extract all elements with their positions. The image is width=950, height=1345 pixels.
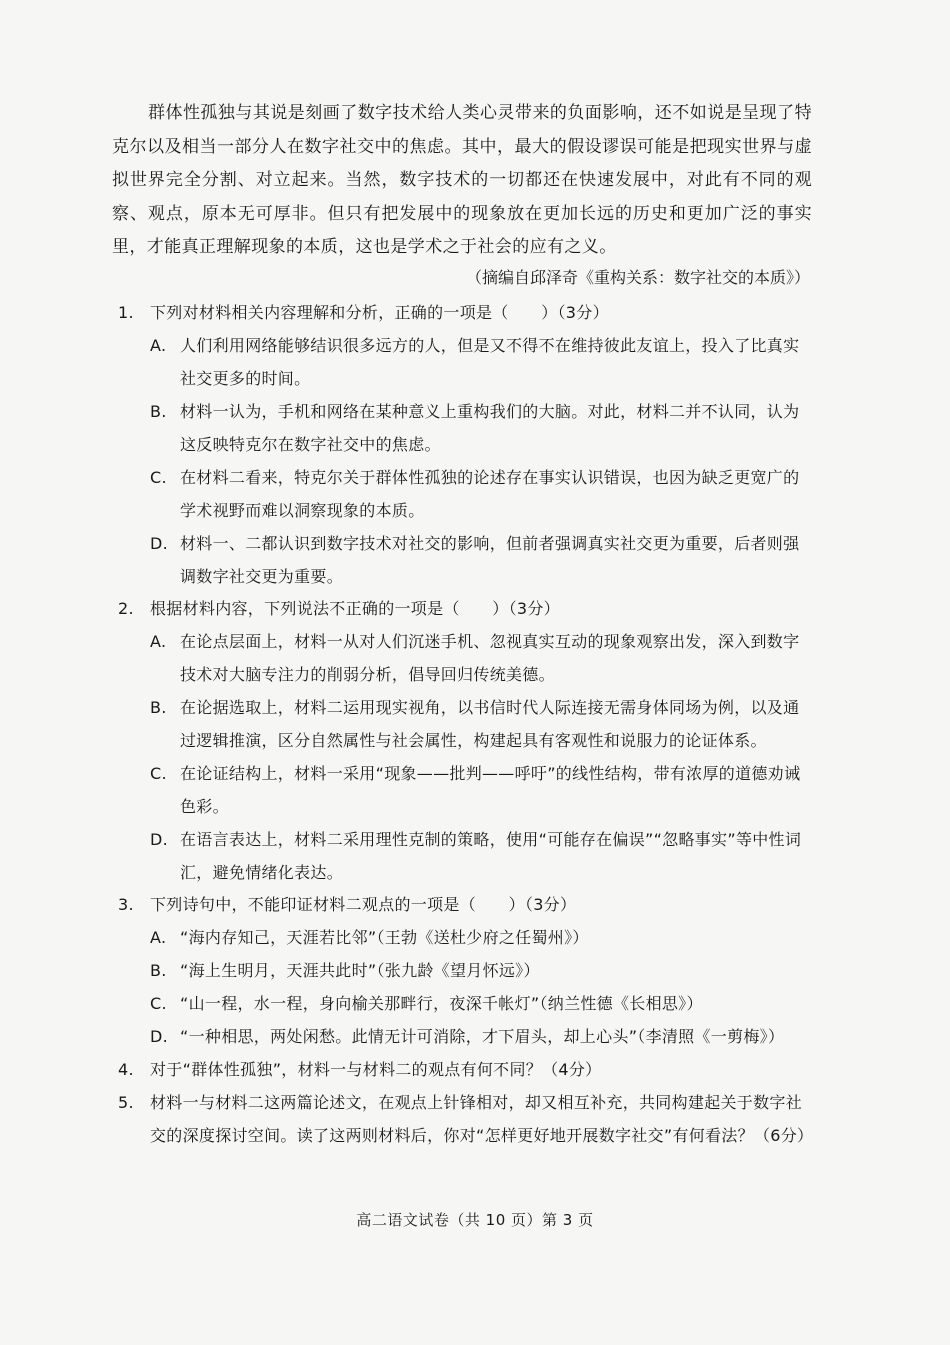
question-number: 3.: [118, 895, 134, 914]
question-stem: 下列诗句中，不能印证材料二观点的一项是（ ）（3分）: [150, 895, 577, 914]
question-2-option-a: [150, 625, 810, 691]
question-2-option-c: [150, 757, 810, 823]
option-text: 在材料二看来，特克尔关于群体性孤独的论述存在事实认识错误，也因为缺乏更宽广的学术视野而难以洞察现象的本质。: [180, 468, 800, 520]
question-number: 4.: [118, 1060, 134, 1079]
option-letter: C.: [150, 994, 167, 1013]
question-stem: 根据材料内容，下列说法不正确的一项是（ ）（3分）: [150, 599, 560, 618]
question-2-option-b: [150, 691, 810, 757]
option-text: 在论据选取上，材料二运用现实视角，以书信时代人际连接无需身体同场为例，以及通过逻辑推演，区分自然属性与社会属性，构建起具有客观性和说服力的论证体系。: [180, 698, 800, 750]
option-text: 材料一认为，手机和网络在某种意义上重构我们的大脑。对此，材料二并不认同，认为这反映特克尔在数字社交中的焦虑。: [180, 402, 800, 454]
option-letter: D.: [150, 1027, 169, 1046]
option-text: 在论证结构上，材料一采用“现象——批判——呼吁”的线性结构，带有浓厚的道德劝诫色彩。: [180, 764, 801, 816]
option-text: “一种相思，两处闲愁。此情无计可消除，才下眉头，却上心头”（李清照《一剪梅》）: [180, 1027, 785, 1046]
option-text: “海内存知己，天涯若比邻”（王勃《送杜少府之任蜀州》）: [180, 928, 589, 947]
question-3-option-d: [150, 1020, 840, 1053]
question-stem: 下列对材料相关内容理解和分析，正确的一项是（ ）（3分）: [150, 303, 609, 322]
option-text: 在语言表达上，材料二采用理性克制的策略，使用“可能存在偏误”“忽略事实”等中性词汇，避免情绪化表达。: [180, 830, 802, 882]
option-letter: C.: [150, 764, 167, 783]
option-letter: B.: [150, 402, 167, 421]
option-letter: D.: [150, 830, 169, 849]
question-number: 2.: [118, 599, 134, 618]
page-footer: 高二语文试卷（共 10 页）第 3 页: [356, 1211, 594, 1229]
option-letter: A.: [150, 632, 167, 651]
option-text: “山一程，水一程，身向榆关那畔行，夜深千帐灯”（纳兰性德《长相思》）: [180, 994, 703, 1013]
question-5: [118, 1086, 818, 1152]
option-text: 在论点层面上，材料一从对人们沉迷手机、忽视真实互动的现象观察出发，深入到数字技术对大脑专注力的削弱分析，倡导回归传统美德。: [180, 632, 800, 684]
question-3-option-a: [150, 921, 810, 954]
option-letter: C.: [150, 468, 167, 487]
option-letter: B.: [150, 961, 167, 980]
option-text: 材料一、二都认识到数字技术对社交的影响，但前者强调真实社交更为重要，后者则强调数字社交更为重要。: [180, 534, 800, 586]
question-1-option-d: [150, 527, 810, 593]
question-number: 5.: [118, 1093, 134, 1112]
question-2-option-d: [150, 823, 810, 889]
question-number: 1.: [118, 303, 134, 322]
question-1-option-c: [150, 461, 810, 527]
option-text: 人们利用网络能够结识很多远方的人，但是又不得不在维持彼此友谊上，投入了比真实社交更多的时间。: [180, 336, 800, 388]
question-2: [118, 592, 818, 625]
question-3-option-c: [150, 987, 810, 1020]
question-1-option-a: [150, 329, 810, 395]
question-stem: 对于“群体性孤独”，材料一与材料二的观点有何不同？（4分）: [150, 1060, 602, 1079]
passage-source: （摘编自邱泽奇《重构关系：数字社交的本质》）: [465, 268, 810, 287]
option-letter: A.: [150, 928, 167, 947]
question-1: [118, 296, 818, 329]
option-letter: D.: [150, 534, 169, 553]
question-4: [118, 1053, 818, 1086]
question-3-option-b: [150, 954, 810, 987]
option-letter: B.: [150, 698, 167, 717]
question-1-option-b: [150, 395, 810, 461]
question-3: [118, 888, 818, 921]
option-text: “海上生明月，天涯共此时”（张九龄《望月怀远》）: [180, 961, 540, 980]
passage-paragraph: 群体性孤独与其说是刻画了数字技术给人类心灵带来的负面影响，还不如说是呈现了特克尔以及相当一部分人在数字社交中的焦虑。其中，最大的假设谬误可能是把现实世界与虚拟世界完全分割、对立起来。当然，数字技术的一切都还在快速发展中，对此有不同的观察、观点，原本无可厚非。但只有把发展中的现象放在更加长远的历史和更加广泛的事实里，才能真正理解现象的本质，这也是学术之于社会的应有之义。: [112, 103, 812, 257]
question-stem: 材料一与材料二这两篇论述文，在观点上针锋相对，却又相互补充，共同构建起关于数字社交的深度探讨空间。读了这两则材料后，你对“怎样更好地开展数字社交”有何看法？（6分）: [150, 1093, 814, 1145]
option-letter: A.: [150, 336, 167, 355]
